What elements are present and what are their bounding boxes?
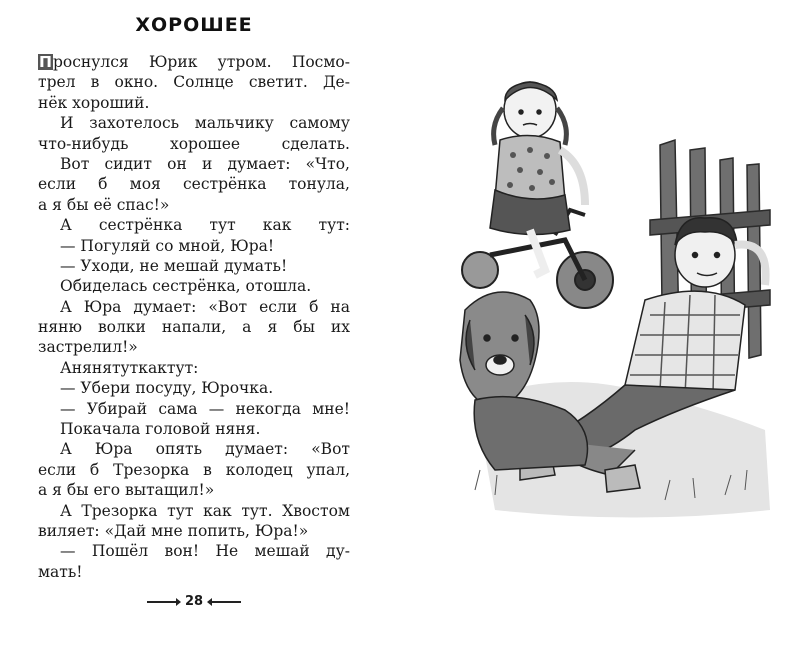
text-word: — Уходи, не мешай думать! — [60, 256, 288, 275]
text-word: я — [267, 318, 278, 337]
text-word: Де- — [322, 73, 350, 92]
text-word: Хвостом — [282, 501, 350, 520]
text-word: А — [60, 297, 72, 316]
text-line — [38, 297, 350, 317]
text-word: тут — [209, 216, 236, 235]
text-word: некогда — [235, 399, 301, 418]
text-word: сама — [158, 399, 198, 418]
text-word: няню — [38, 318, 82, 337]
dog-figure — [460, 292, 588, 470]
text-word: что-нибудь — [38, 134, 129, 153]
text-word: их — [330, 318, 350, 337]
text-word: б — [309, 297, 319, 316]
text-word: как — [203, 501, 232, 520]
text-word: — Убери посуду, Юрочка. — [60, 379, 274, 398]
page-number-footer — [38, 594, 350, 609]
text-line — [38, 276, 350, 296]
text-word: если — [38, 175, 77, 194]
text-word: в — [203, 460, 212, 479]
text-word: тут: — [318, 216, 350, 235]
text-word: тут — [111, 358, 139, 377]
text-line — [38, 134, 350, 154]
text-word: Убирай — [86, 399, 148, 418]
story-illustration — [435, 70, 780, 530]
text-word: Трезорка — [113, 460, 190, 479]
text-line — [38, 501, 350, 521]
text-word: напали, — [161, 318, 227, 337]
text-word: мать! — [38, 562, 83, 581]
text-line — [38, 174, 350, 194]
text-line — [38, 256, 350, 276]
text-word: мне! — [312, 399, 350, 418]
text-line — [38, 562, 350, 582]
text-word: сидит — [104, 154, 152, 173]
text-line — [38, 215, 350, 235]
text-line — [38, 317, 350, 337]
text-line — [38, 195, 350, 215]
text-word: тут: — [166, 358, 199, 377]
text-word: б — [98, 175, 108, 194]
text-word: Юра — [94, 440, 133, 459]
right-page — [415, 0, 800, 659]
drop-cap: П — [39, 53, 52, 71]
text-word: тут — [167, 501, 194, 520]
text-word: светит. — [248, 73, 308, 92]
text-word: ду- — [326, 542, 350, 561]
text-line — [38, 113, 350, 133]
text-word: Солнце — [173, 73, 234, 92]
text-word: моя — [129, 175, 161, 194]
text-word: а я бы её спас!» — [38, 195, 170, 214]
text-word: Трезорка — [81, 501, 158, 520]
text-word: Юрик — [148, 53, 198, 71]
text-word: Посмо- — [291, 53, 350, 71]
text-word: а — [242, 318, 252, 337]
text-line — [38, 378, 350, 398]
text-word: на — [330, 297, 350, 316]
page-number: 28 — [184, 594, 204, 609]
text-word: Пошёл — [91, 542, 149, 561]
text-word: Вот — [60, 154, 90, 173]
story-text — [38, 52, 350, 582]
text-word: сестрёнка — [98, 216, 183, 235]
text-word: самому — [289, 114, 350, 133]
text-line — [38, 521, 350, 541]
text-word: хорошее — [169, 134, 241, 153]
text-word: А — [60, 216, 72, 235]
text-word: няня — [71, 358, 112, 377]
text-line — [38, 337, 350, 357]
text-line — [38, 460, 350, 480]
text-word: как — [138, 358, 167, 377]
text-word: — — [60, 399, 76, 418]
text-word: А — [60, 501, 72, 520]
text-line — [38, 541, 350, 561]
text-word: застрелил!» — [38, 338, 138, 357]
text-word: тут. — [241, 501, 273, 520]
text-word: нёк хороший. — [38, 93, 150, 112]
text-word: волки — [97, 318, 146, 337]
text-word — [38, 52, 129, 72]
text-word: «Вот — [208, 297, 248, 316]
text-word: Не — [215, 542, 239, 561]
left-page — [38, 10, 350, 650]
text-word-rest: роснулся — [52, 53, 129, 71]
text-word: б — [89, 460, 100, 479]
text-word: мальчику — [194, 114, 274, 133]
text-word: думает: — [225, 440, 289, 459]
text-line — [38, 419, 350, 439]
text-word: «Вот — [311, 440, 350, 459]
text-word: виляет: «Дай мне попить, Юра!» — [38, 521, 309, 540]
text-word: трел — [38, 73, 76, 92]
text-word: колодец — [225, 460, 293, 479]
text-word: А — [60, 440, 72, 459]
text-line — [38, 93, 350, 113]
text-line — [38, 399, 350, 419]
text-word: а я бы его вытащил!» — [38, 481, 215, 500]
text-word: опять — [155, 440, 203, 459]
story-title: ХОРОШЕЕ — [135, 14, 253, 36]
text-word: тонула, — [288, 175, 350, 194]
text-line — [38, 439, 350, 459]
text-word: сделать. — [281, 134, 350, 153]
text-word: Юра — [83, 297, 122, 316]
text-word: «Что, — [305, 154, 350, 173]
text-line — [38, 72, 350, 92]
text-word: если — [259, 297, 298, 316]
text-word: окно. — [114, 73, 159, 92]
text-line — [38, 52, 350, 72]
text-word: он — [167, 154, 187, 173]
text-word: — — [208, 399, 225, 418]
text-word: Покачала головой няня. — [60, 420, 261, 439]
text-word: И — [60, 114, 74, 133]
page-number-left-ornament — [147, 601, 177, 603]
text-word: думает: — [227, 154, 291, 173]
page-number-right-ornament — [211, 601, 241, 603]
text-word: мешай — [254, 542, 310, 561]
text-line — [38, 236, 350, 256]
text-word: сестрёнка — [182, 175, 267, 194]
text-word: бы — [293, 318, 315, 337]
text-word: как — [262, 216, 292, 235]
text-word: Обиделась сестрёнка, отошла. — [60, 277, 312, 296]
text-word: — Погуляй со мной, Юра! — [60, 236, 275, 255]
text-word: вон! — [164, 542, 200, 561]
text-line — [38, 154, 350, 174]
text-word: упал, — [306, 460, 350, 479]
text-word: и — [202, 154, 213, 173]
text-word: — — [60, 542, 76, 561]
text-word: А — [60, 358, 72, 377]
text-word: утром. — [217, 53, 272, 71]
text-word: думает: — [133, 297, 197, 316]
text-word: если — [38, 460, 77, 479]
text-word: захотелось — [89, 114, 180, 133]
text-word: в — [90, 73, 100, 92]
text-line — [38, 358, 350, 378]
text-line — [38, 480, 350, 500]
